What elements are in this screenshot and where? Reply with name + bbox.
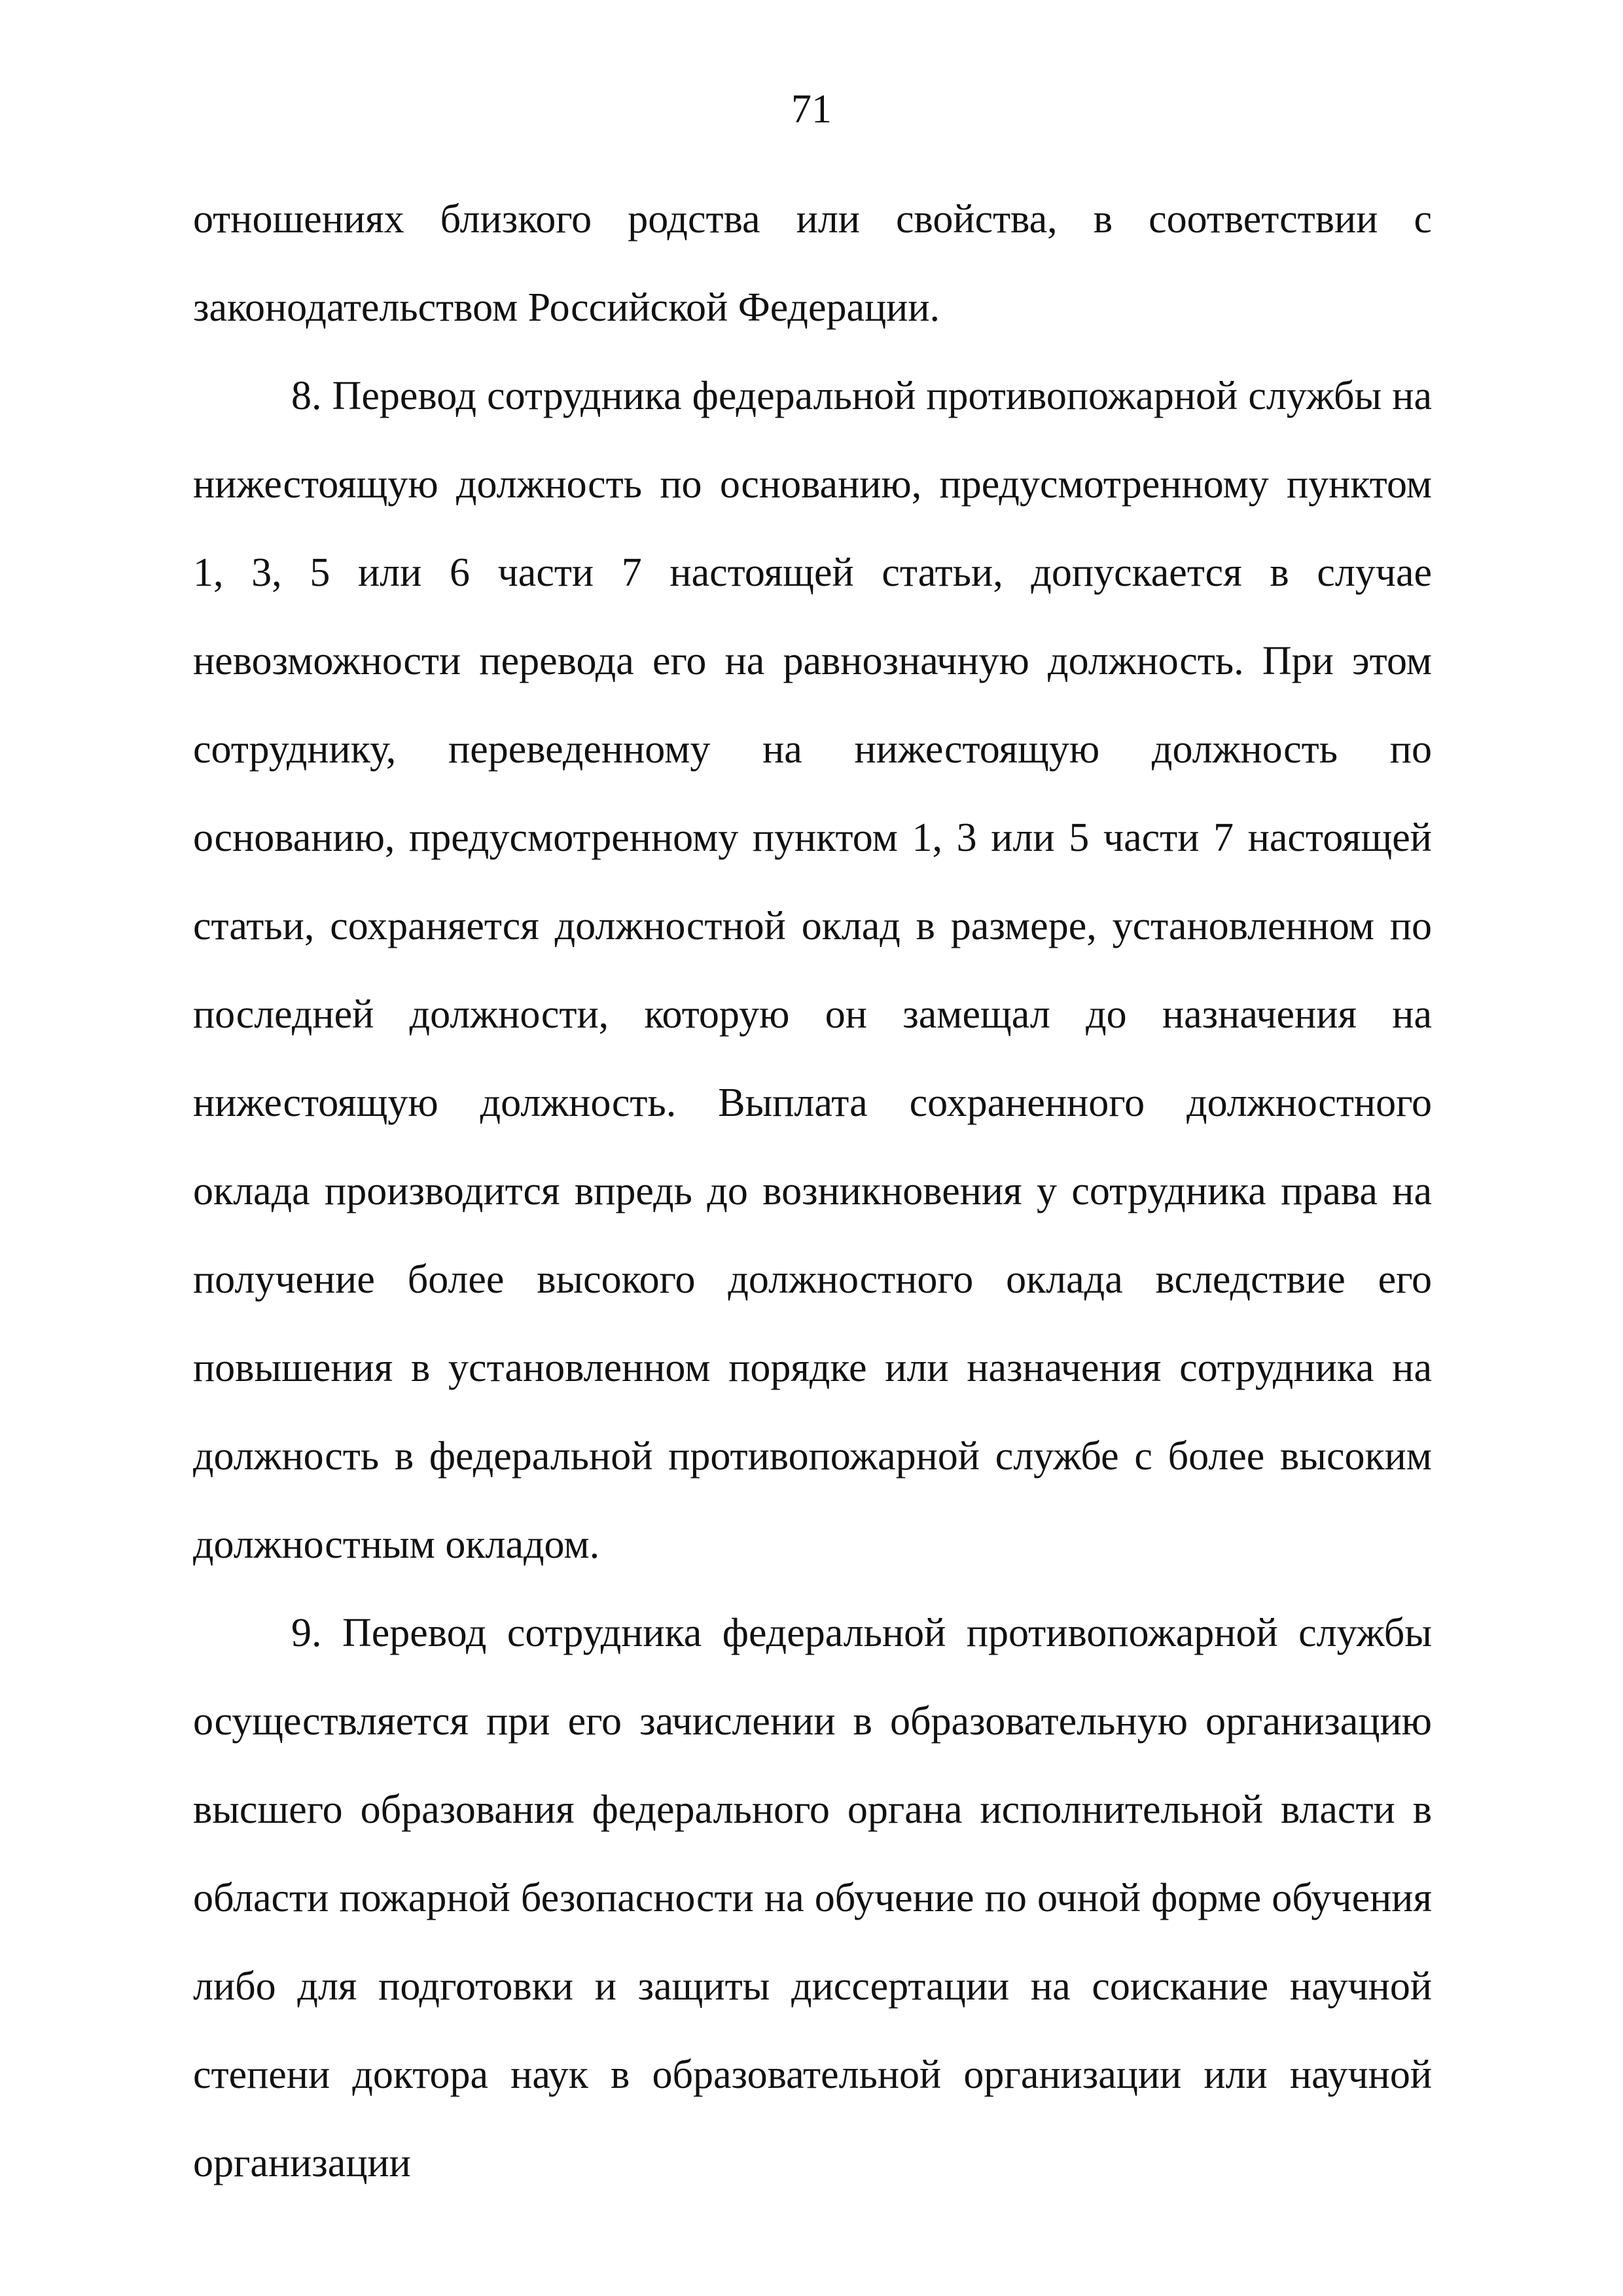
paragraph-8: 8. Перевод сотрудника федеральной противопожарной службы на нижестоящую должность по основанию, предусмотренному пунктом 1, 3, 5 или 6 части 7 настоящей статьи, допускается в случае невозможности перевода его на равнозначную должность. При этом сотруднику, переведенному на нижестоящую должность по основанию, предусмотренному пунктом 1, 3 или 5 части 7 настоящей статьи, сохраняется должностной оклад в размере, установленном по последней должности, которую он замещал до назначения на нижестоящую должность. Выплата сохраненного должностного оклада производится впредь до возникновения у сотрудника права на получение более высокого должностного оклада вследствие его повышения в установленном порядке или назначения сотрудника на должность в федеральной противопожарной службе с более высоким должностным окладом. [193,374,1432,1567]
page-number: 71 [791,87,832,132]
document-body [193,175,1432,2208]
paragraph-continuation: отношениях близкого родства или свойства, в соответствии с законодательством Российской Федерации. [193,197,1432,330]
paragraph-9: 9. Перевод сотрудника федеральной противопожарной службы осуществляется при его зачислении в образовательную организацию высшего образования федерального органа исполнительной власти в области пожарной безопасности на обучение по очной форме обучения либо для подготовки и защиты диссертации на соискание научной степени доктора наук в образовательной организации или научной организации [193,1611,1432,2185]
